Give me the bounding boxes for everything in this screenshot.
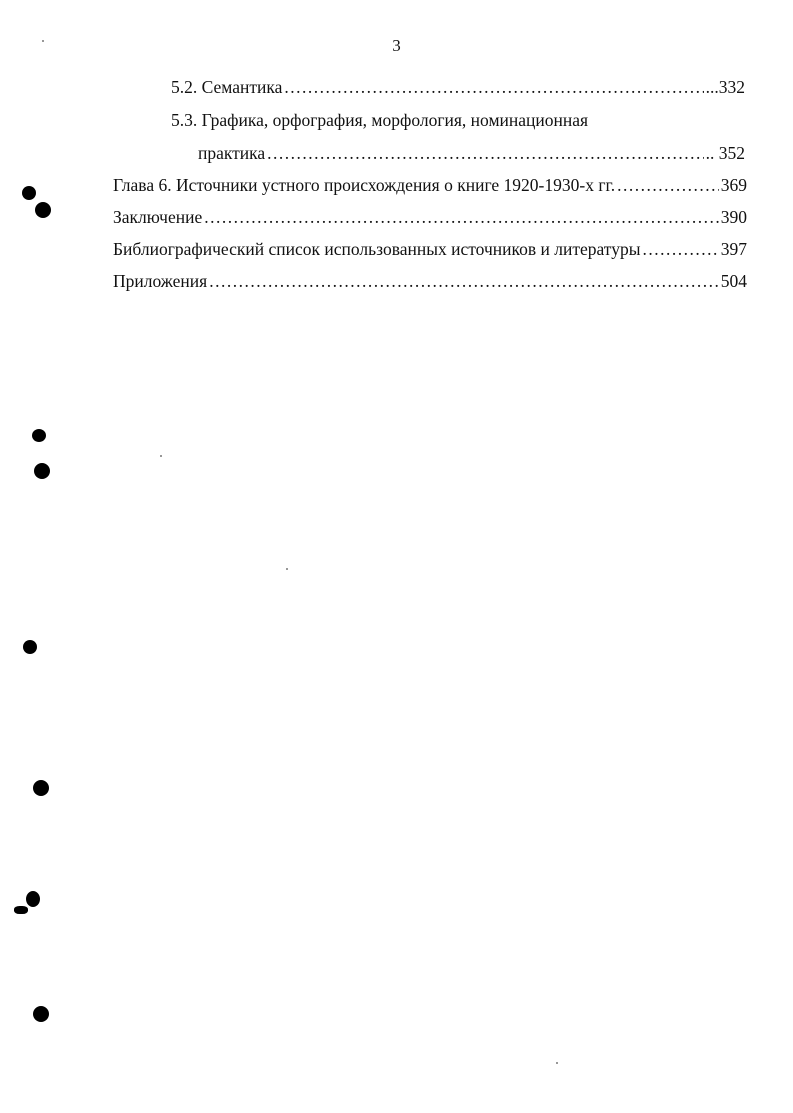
dot-leader [642,238,718,260]
binder-hole [35,202,51,218]
binder-hole [26,891,40,907]
toc-entry-appendices [113,270,747,292]
toc-entry-label: практика [198,143,266,163]
toc-entry-label: Приложения [113,271,208,291]
toc-entry-page: .. 352 [705,143,745,163]
scan-speck [160,455,162,457]
toc-entry-page: 369 [720,175,747,195]
toc-entry-label: Библиографический список использованных источников и литературы [113,239,641,259]
toc-entry-5-3-line-2 [198,142,745,164]
page-number: 3 [392,36,401,55]
dot-leader [617,174,719,196]
scan-speck [42,40,44,42]
scan-speck [286,568,288,570]
toc-entry-5-2 [171,76,745,98]
toc-entry-page: 397 [720,239,747,259]
toc-entry-chapter-6 [113,174,747,196]
binder-hole [22,186,36,200]
toc-entry-page: 504 [720,271,747,291]
toc-entry-bibliography [113,238,747,260]
dot-leader [267,142,703,164]
dot-leader [284,76,703,98]
toc-entry-5-3-line-1: 5.3. Графика, орфография, морфология, номинационная [171,110,589,130]
toc-entry-label: 5.2. Семантика [171,77,283,97]
toc-entry-label: Глава 6. Источники устного происхождения о книге 1920-1930-х гг. [113,175,616,195]
binder-hole [33,1006,49,1022]
binder-hole [14,906,28,914]
toc-entry-page: ...332 [705,77,745,97]
toc-entry-conclusion [113,206,747,228]
binder-hole [23,640,37,654]
scan-speck [556,1062,558,1064]
binder-hole [32,429,46,442]
binder-hole [33,780,49,796]
dot-leader [209,270,719,292]
dot-leader [204,206,719,228]
toc-entry-label: Заключение [113,207,203,227]
binder-hole [34,463,50,479]
toc-entry-page: 390 [720,207,747,227]
